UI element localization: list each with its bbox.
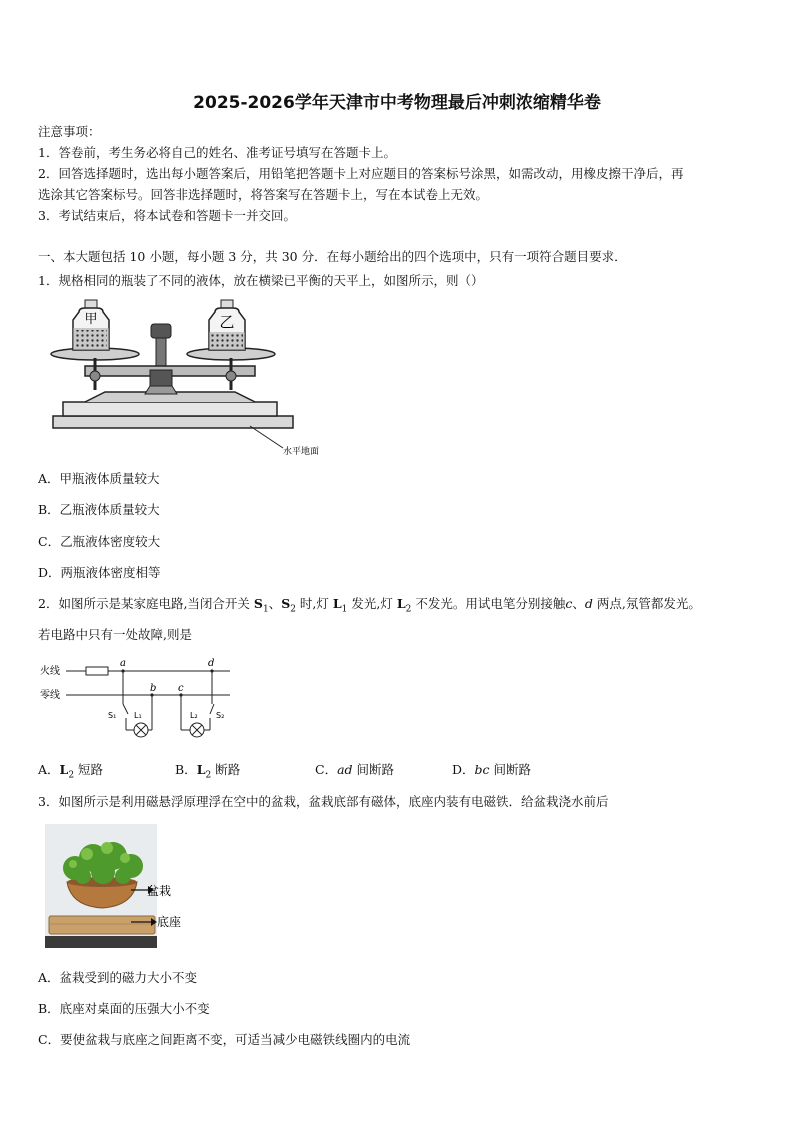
q2-option-c[interactable]: C．ad 间断路	[315, 762, 395, 777]
q3-stem: 3．如图所示是利用磁悬浮原理浮在空中的盆栽，盆栽底部有磁体，底座内装有电磁铁．给盆栽浇水前后	[38, 794, 609, 809]
bottle-left-label: 甲	[84, 312, 98, 327]
q3-option-a[interactable]: A．盆栽受到的磁力大小不变	[38, 970, 198, 985]
notice-item-1: 1．答卷前，考生务必将自己的姓名、准考证号填写在答题卡上。	[38, 145, 396, 160]
point-c: c	[178, 683, 184, 694]
base-label: 底座	[157, 915, 182, 929]
notice-heading: 注意事项：	[38, 124, 101, 139]
neutral-wire-label: 零线	[40, 690, 60, 701]
levitating-plant-figure	[45, 824, 195, 948]
q3-option-c[interactable]: C．要使盆栽与底座之间距离不变，可适当减少电磁铁线圈内的电流	[38, 1032, 411, 1047]
q2-options	[38, 760, 758, 780]
ground-label: 水平地面	[283, 447, 320, 457]
q3-option-b[interactable]: B．底座对桌面的压强大小不变	[38, 1001, 210, 1016]
lamp-l1-label: L₁	[134, 711, 142, 720]
q1-stem: 1．规格相同的瓶装了不同的液体，放在横梁已平衡的天平上，如图所示，则（）	[38, 273, 484, 288]
lamp-l2-label: L₂	[190, 711, 198, 720]
q2-stem-2: 若电路中只有一处故障,则是	[38, 627, 192, 642]
switch-s2-label: S₂	[216, 711, 225, 720]
q1-option-b[interactable]: B．乙瓶液体质量较大	[38, 502, 160, 517]
point-b: b	[150, 683, 157, 694]
pot-label: 盆栽	[147, 884, 172, 898]
live-wire-label: 火线	[40, 666, 60, 677]
notice-item-2: 2．回答选择题时，选出每小题答案后，用铅笔把答题卡上对应题目的答案标号涂黑，如需改动，用橡皮擦干净后，再	[38, 166, 684, 181]
balance-figure	[45, 298, 345, 460]
q2-option-d[interactable]: D．bc 间断路	[452, 762, 532, 777]
switch-s1-label: S₁	[108, 711, 117, 720]
q1-option-a[interactable]: A．甲瓶液体质量较大	[38, 471, 160, 486]
q1-option-d[interactable]: D．两瓶液体密度相等	[38, 565, 161, 580]
point-d: d	[208, 658, 215, 669]
q2-stem: 2．如图所示是某家庭电路,当闭合开关 $S_1$、$S_2$ 时,灯 $L_1$ 发光,灯 $L_2$ 不发光。用试电笔分别接触c、d 两点,氖管都发光。	[38, 596, 701, 615]
point-a: a	[120, 658, 126, 669]
q2-option-a[interactable]: A．$L_2$ 短路	[38, 762, 104, 781]
q2-option-b[interactable]: B．$L_2$ 断路	[175, 762, 241, 781]
section-heading: 一、本大题包括 10 小题，每小题 3 分，共 30 分．在每小题给出的四个选项中，只有一项符合题目要求．	[38, 249, 627, 264]
circuit-figure	[40, 656, 240, 744]
notice-item-3: 3．考试结束后，将本试卷和答题卡一并交回。	[38, 208, 296, 223]
bottle-right-label: 乙	[219, 313, 235, 331]
page-title: 2025-2026学年天津市中考物理最后冲刺浓缩精华卷	[193, 93, 601, 113]
q1-option-c[interactable]: C．乙瓶液体密度较大	[38, 534, 161, 549]
fuse	[86, 667, 108, 675]
notice-item-2-cont: 选涂其它答案标号。回答非选择题时，将答案写在答题卡上，写在本试卷上无效。	[38, 187, 489, 202]
